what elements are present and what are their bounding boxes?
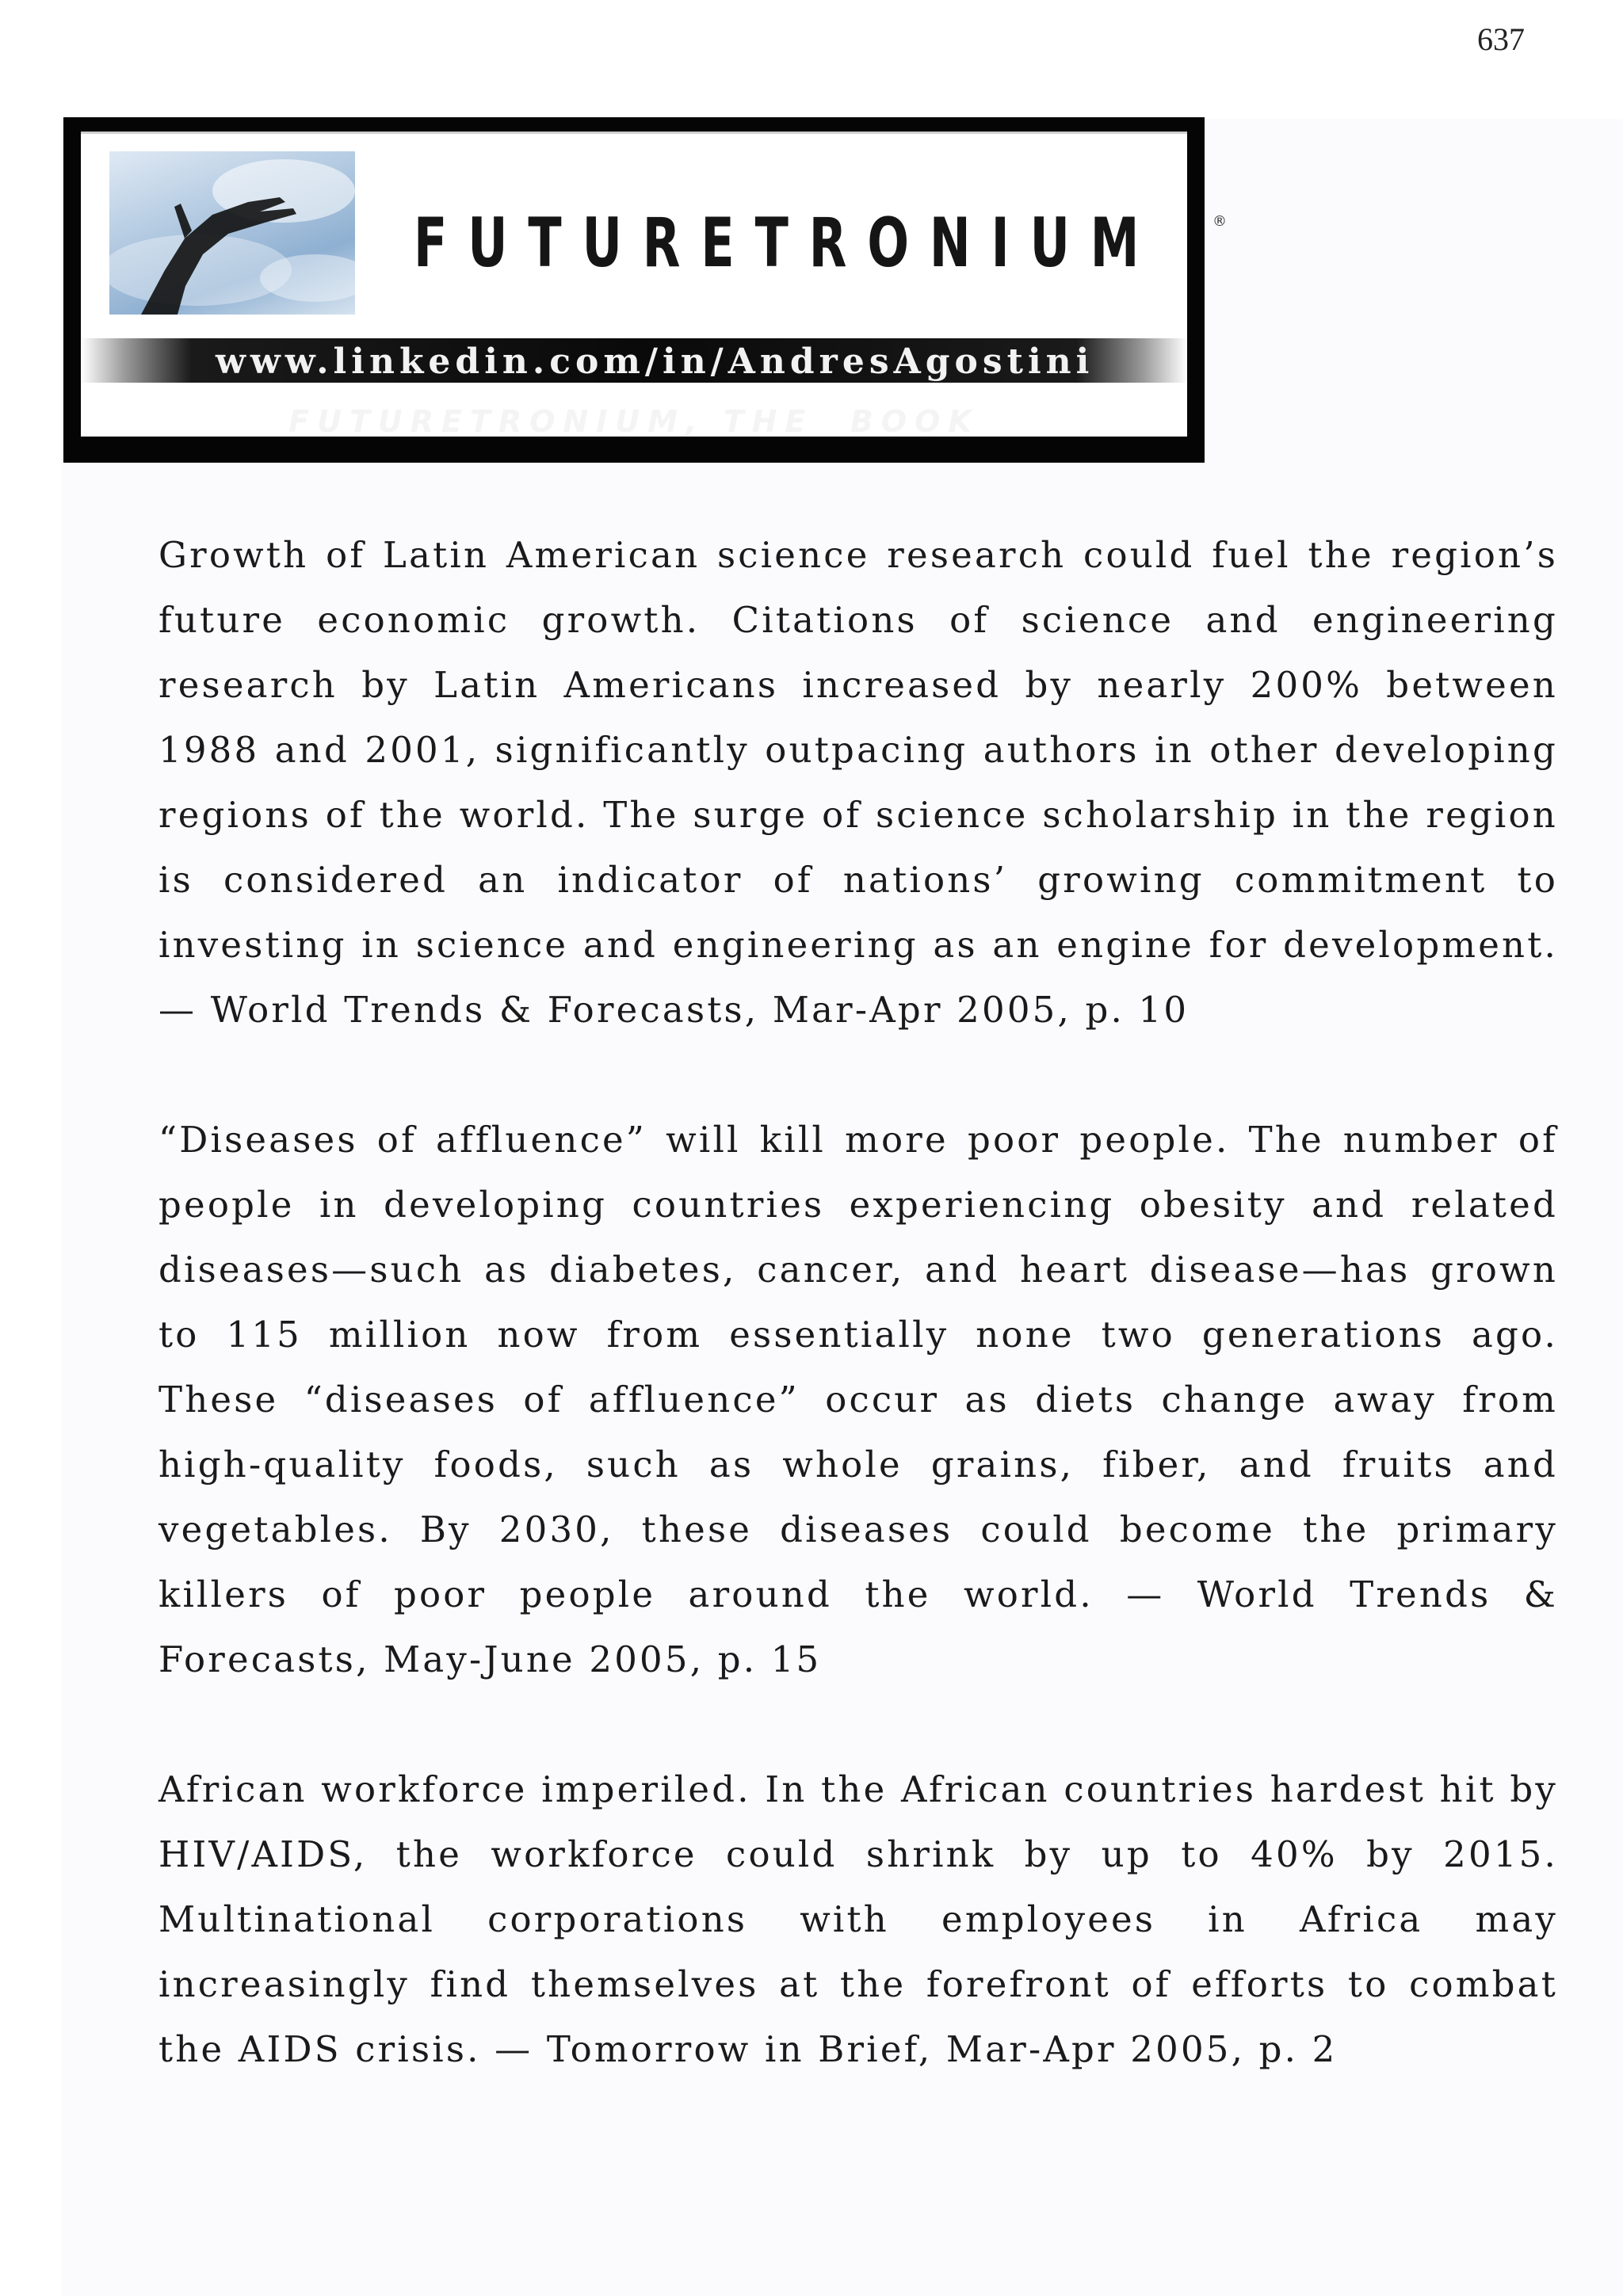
banner-title: FUTURETRONIUM — [414, 204, 1160, 283]
registered-mark: ® — [1212, 213, 1227, 230]
paragraph-african-workforce: African workforce imperiled. In the African countries hardest hit by HIV/AIDS, the workforce could shrink by up to 40% by 2015. Multinational corporations with employees in Africa may increasingly find themselves at the forefront of efforts to combat the AIDS crisis. — Tomorrow in Brief, Mar-Apr 2005, p. 2 — [158, 1768, 1558, 2070]
futuretronium-banner — [63, 117, 1227, 463]
page-number: 637 — [1477, 21, 1525, 57]
banner-url-link[interactable]: www.linkedin.com/in/AndresAgostini — [216, 341, 1094, 382]
banner-top-panel — [81, 132, 1227, 437]
paragraph-diseases-of-affluence: “Diseases of affluence” will kill more poor people. The number of people in developing countries experiencing obesity and related diseases—such as diabetes, cancer, and heart disease—has grown to 115 million now from essentially none two generations ago. These “diseases of affluence” occur as diets change away from high-quality foods, such as whole grains, fiber, and fruits and vegetables. By 2030, these diseases could become the primary killers of poor people around the world. — World Trends & Forecasts, May-June 2005, p. 15 — [158, 1119, 1558, 1680]
paragraph-latin-america-science: Growth of Latin American science research could fuel the region’s future economic growth. Citations of science and engineering research by Latin Americans increased by nearly 200% between 1988 and 2001, significantly outpacing authors in other developing regions of the world. The surge of science scholarship in the region is considered an indicator of nations’ growing commitment to investing in science and engineering as an engine for development. — World Trends & Forecasts, Mar-Apr 2005, p. 10 — [158, 534, 1558, 1031]
banner-subtitle: FUTURETRONIUM, THE BOOK — [288, 404, 980, 439]
article-content — [158, 523, 1558, 2147]
hand-reaching-sky-icon — [109, 151, 355, 315]
